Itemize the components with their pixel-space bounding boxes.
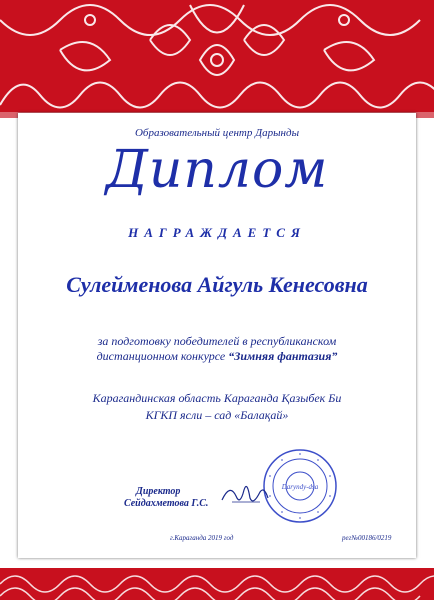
reason-line-1: за подготовку победителей в республиканском (97, 334, 337, 348)
official-stamp (262, 448, 338, 529)
location-line-1: Карагандинская область Караганда Қазыбек Би (92, 391, 342, 405)
stamp-center-text: Daryndy-dsa (281, 483, 319, 491)
location-line-2: КГКП ясли – сад «Балақай» (145, 408, 289, 422)
contest-name: “Зимняя фантазия” (228, 349, 338, 363)
recipient-location (0, 390, 434, 424)
organization-name: Образовательный центр Дарынды (134, 127, 300, 139)
city-year: г.Караганда 2019 год (170, 534, 234, 542)
signatory-block (124, 486, 208, 510)
ornament-pattern (0, 0, 434, 118)
awarded-label: НАГРАЖДАЕТСЯ (128, 225, 306, 240)
director-signature (220, 478, 270, 513)
signatory-name: Сейдахметова Г.С. (124, 498, 209, 509)
decorative-ornament-band-top (0, 0, 434, 118)
signatory-role: Директор (136, 486, 181, 497)
registration-number: рег№00186/0219 (342, 534, 392, 542)
reason-line-2 (0, 349, 434, 364)
decorative-ornament-band-bottom (0, 568, 434, 600)
reason-line-2-prefix: дистанционном конкурсе (96, 349, 229, 363)
ornament-pattern-bottom (0, 568, 434, 600)
award-reason (0, 334, 434, 364)
recipient-name: Сулейменова Айгуль Кенесовна (66, 272, 368, 297)
diploma-title: Диплом (105, 140, 329, 200)
